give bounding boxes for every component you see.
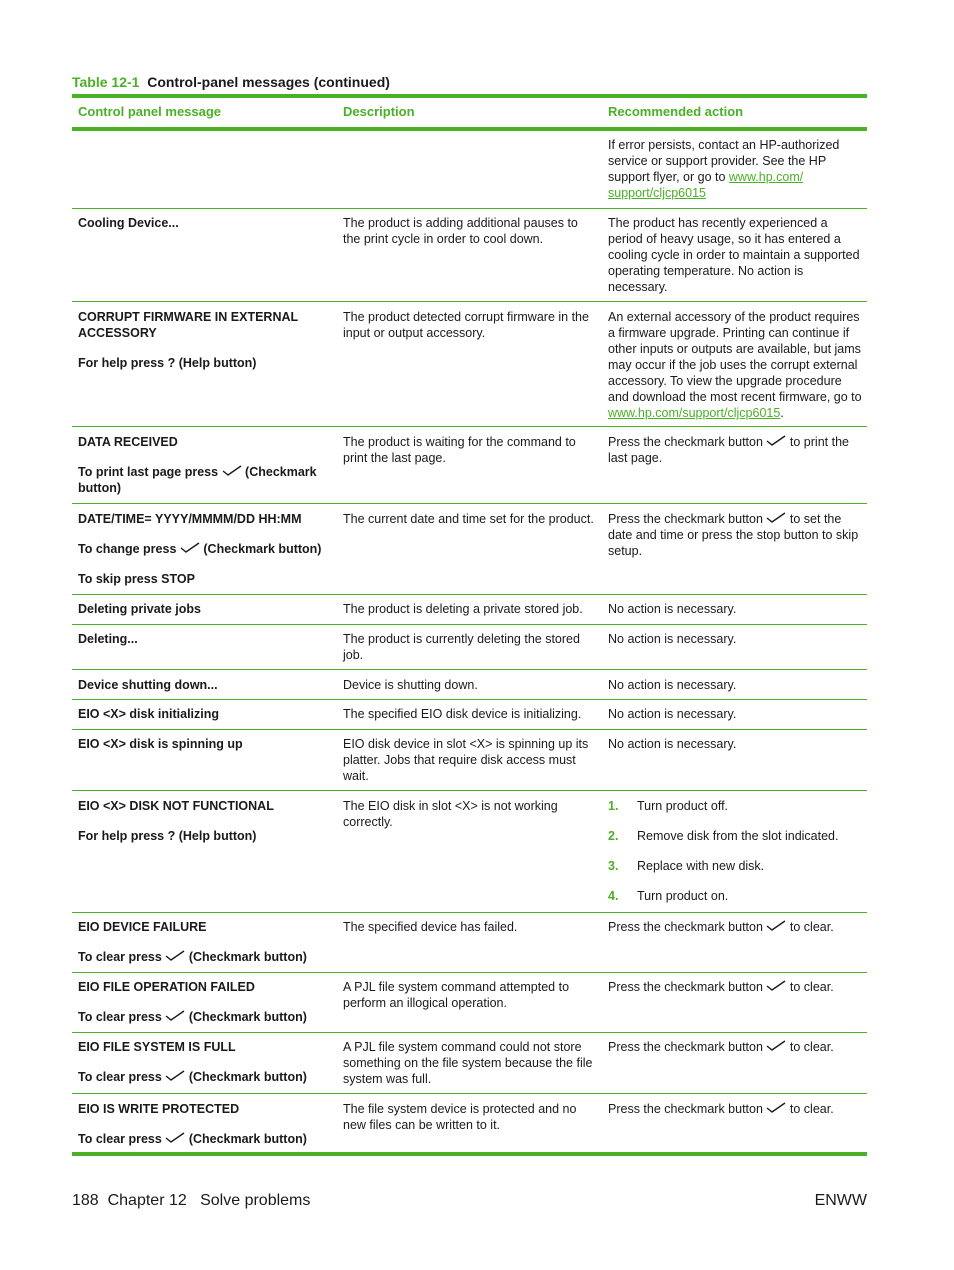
message-cell: Deleting private jobs (78, 602, 201, 616)
message-cell: EIO <X> disk is spinning up (78, 737, 243, 751)
description-cell: The product detected corrupt firmware in the input or output accessory. (343, 310, 589, 340)
step-item: 3. Replace with new disk. (608, 859, 765, 873)
row-divider (72, 912, 867, 913)
checkmark-icon (180, 542, 200, 554)
action-cell: No action is necessary. (608, 737, 737, 751)
chapter-title: Solve problems (200, 1192, 311, 1209)
description-cell: The product is adding additional pauses to the print cycle in order to cool down. (343, 216, 578, 246)
checkmark-icon (766, 1102, 786, 1114)
row-divider (72, 1032, 867, 1033)
message-cell: EIO FILE SYSTEM IS FULL To clear press (Checkmark button) (78, 1040, 307, 1084)
message-cell: Cooling Device... (78, 216, 179, 230)
message-cell: CORRUPT FIRMWARE IN EXTERNAL ACCESSORY For help press ? (Help button) (78, 309, 332, 371)
checkmark-icon (165, 1132, 185, 1144)
table-caption (72, 74, 390, 90)
action-cell: Press the checkmark button to clear. (608, 1102, 834, 1116)
checkmark-icon (165, 950, 185, 962)
action-cell: No action is necessary. (608, 602, 737, 616)
header-action: Recommended action (608, 104, 744, 119)
step-item: 4. Turn product on. (608, 889, 729, 903)
support-link[interactable]: www.hp.com/ support/cljcp6015 (608, 170, 804, 200)
checkmark-icon (222, 465, 242, 477)
action-cell: An external accessory of the product requires a firmware upgrade. Printing can continue if other inputs or outputs are available, but jams may occur if the job uses the corrupt external accessory. To view the upgrade procedure and download the most recent firmware, go to www.hp.com/support/cljcp6015. (608, 310, 862, 420)
message-cell: EIO IS WRITE PROTECTED To clear press (Checkmark button) (78, 1102, 307, 1146)
message-cell: EIO FILE OPERATION FAILED To clear press (Checkmark button) (78, 980, 307, 1024)
message-cell: EIO <X> disk initializing (78, 707, 220, 721)
message-cell: DATA RECEIVED To print last page press (Checkmark button) (78, 435, 317, 495)
description-cell: The product is waiting for the command to print the last page. (343, 435, 576, 465)
description-cell: The product is currently deleting the stored job. (343, 632, 580, 662)
action-cell: If error persists, contact an HP-authorized service or support provider. See the HP support flyer, or go to www.hp.com/ support/cljcp6015 (608, 138, 840, 200)
header-rule (72, 127, 867, 131)
row-divider (72, 208, 867, 209)
description-cell: The file system device is protected and no new files can be written to it. (343, 1102, 577, 1132)
action-cell: Press the checkmark button to clear. (608, 920, 834, 934)
description-cell: The specified EIO disk device is initializing. (343, 707, 582, 721)
chapter-label: Chapter 12 (107, 1192, 187, 1209)
row-divider (72, 503, 867, 504)
action-cell: Press the checkmark button to print the last page. (608, 435, 849, 465)
checkmark-icon (165, 1010, 185, 1022)
row-divider (72, 699, 867, 700)
header-message: Control panel message (78, 104, 222, 119)
checkmark-icon (766, 920, 786, 932)
message-cell: Deleting... (78, 632, 138, 646)
row-divider (72, 972, 867, 973)
page-number: 188 (72, 1192, 99, 1209)
support-link[interactable]: www.hp.com/support/cljcp6015 (608, 406, 781, 420)
action-cell (608, 798, 864, 918)
row-divider (72, 594, 867, 595)
checkmark-icon (766, 980, 786, 992)
row-divider (72, 790, 867, 791)
message-cell: Device shutting down... (78, 678, 218, 692)
action-cell: No action is necessary. (608, 632, 737, 646)
table-bottom-rule (72, 1152, 867, 1156)
description-cell: A PJL file system command attempted to perform an illogical operation. (343, 980, 570, 1010)
row-divider (72, 624, 867, 625)
row-divider (72, 301, 867, 302)
table-title: Control-panel messages (continued) (147, 74, 390, 90)
description-cell: A PJL file system command could not store something on the file system because the file system was full. (343, 1040, 593, 1086)
description-cell: The current date and time set for the product. (343, 512, 594, 526)
row-divider (72, 426, 867, 427)
action-cell: No action is necessary. (608, 678, 737, 692)
action-cell: Press the checkmark button to clear. (608, 1040, 834, 1054)
description-cell: The specified device has failed. (343, 920, 518, 934)
step-item: 1. Turn product off. (608, 799, 729, 813)
page-footer (72, 1192, 867, 1210)
step-item: 2. Remove disk from the slot indicated. (608, 829, 839, 843)
header-description: Description (343, 104, 415, 119)
checkmark-icon (165, 1070, 185, 1082)
action-cell: Press the checkmark button to clear. (608, 980, 834, 994)
description-cell: EIO disk device in slot <X> is spinning up its platter. Jobs that require disk access must wait. (343, 737, 589, 783)
description-cell: Device is shutting down. (343, 678, 478, 692)
row-divider (72, 1093, 867, 1094)
action-cell: The product has recently experienced a period of heavy usage, so it has entered a cooling cycle in order to maintain a supported operating temperature. No action is necessary. (608, 216, 860, 294)
row-divider (72, 669, 867, 670)
checkmark-icon (766, 1040, 786, 1052)
checkmark-icon (766, 512, 786, 524)
steps-list (608, 798, 864, 904)
footer-right: ENWW (814, 1192, 867, 1209)
table-number: Table 12-1 (72, 74, 140, 90)
message-cell: EIO DEVICE FAILURE To clear press (Checkmark button) (78, 920, 307, 964)
message-cell: DATE/TIME= YYYY/MMMM/DD HH:MM To change press (Checkmark button) To skip press STOP (78, 512, 322, 586)
action-cell: Press the checkmark button to set the date and time or press the stop button to skip setup. (608, 512, 859, 558)
row-divider (72, 729, 867, 730)
description-cell: The EIO disk in slot <X> is not working correctly. (343, 799, 558, 829)
message-cell: EIO <X> DISK NOT FUNCTIONAL For help press ? (Help button) (78, 798, 332, 844)
table-top-rule (72, 94, 867, 98)
help-hint: For help press ? (Help button) (78, 829, 257, 843)
help-hint: For help press ? (Help button) (78, 356, 257, 370)
action-cell: No action is necessary. (608, 707, 737, 721)
description-cell: The product is deleting a private stored job. (343, 602, 583, 616)
checkmark-icon (766, 435, 786, 447)
